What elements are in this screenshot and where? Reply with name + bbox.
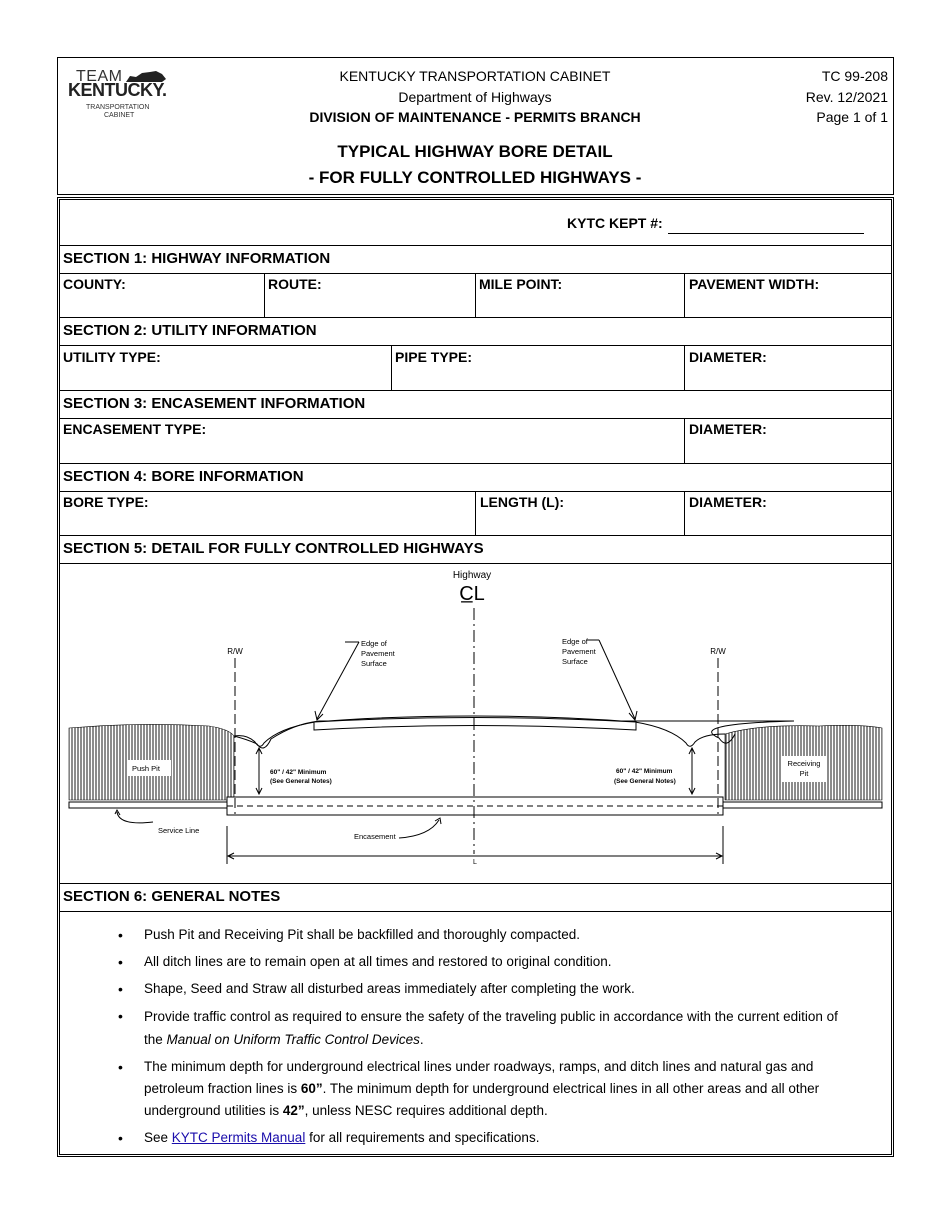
rule (59, 390, 892, 391)
encasement-diameter-field[interactable]: DIAMETER: (689, 421, 767, 437)
form-title-1: TYPICAL HIGHWAY BORE DETAIL (337, 142, 613, 161)
rule (391, 345, 392, 390)
rule (684, 418, 685, 463)
push-pit-label: Push Pit (132, 764, 160, 773)
rule (59, 535, 892, 536)
section-1-title: SECTION 1: HIGHWAY INFORMATION (63, 250, 331, 267)
edge-of-pavement-left-2: Pavement (361, 649, 395, 658)
mile-point-field[interactable]: MILE POINT: (479, 276, 563, 292)
rule (59, 317, 892, 318)
length-label: L (473, 859, 477, 866)
service-line-label: Service Line (158, 826, 200, 835)
pavement-slab (314, 718, 636, 731)
encasement-label: Encasement (354, 832, 396, 841)
kytc-kept-label: KYTC KEPT #: (567, 215, 663, 231)
rule (59, 883, 892, 884)
pavement-width-field[interactable]: PAVEMENT WIDTH: (689, 276, 820, 292)
bore-type-field[interactable]: BORE TYPE: (63, 494, 149, 510)
section-6-title: SECTION 6: GENERAL NOTES (63, 888, 281, 905)
edge-of-pavement-left-1: Edge of (361, 639, 387, 648)
receiving-pit-label-2: Pit (799, 769, 809, 778)
list-item: • Push Pit and Receiving Pit shall be backfilled and thoroughly compacted. (118, 924, 858, 946)
bore-diameter-field[interactable]: DIAMETER: (689, 494, 767, 510)
section-5-title: SECTION 5: DETAIL FOR FULLY CONTROLLED HIGHWAYS (63, 540, 484, 557)
min-depth-right-1: 60" / 42" Minimum (616, 768, 673, 775)
edge-of-pavement-right-2: Pavement (562, 647, 596, 656)
mutcd-title: Manual on Uniform Traffic Control Devices (166, 1032, 420, 1047)
kytc-kept-field[interactable] (668, 233, 864, 234)
general-notes-list (118, 924, 858, 1154)
rule (475, 491, 476, 535)
min-depth-left-2: (See General Notes) (270, 778, 332, 785)
section-4-title: SECTION 4: BORE INFORMATION (63, 468, 304, 485)
list-item: • Provide traffic control as required to ensure the safety of the traveling public in accordance with the current edition of the Manual on Uniform Traffic Control Devices. (118, 1005, 858, 1051)
bore-detail-diagram (59, 564, 892, 882)
agency-name: KENTUCKY TRANSPORTATION CABINET (339, 68, 611, 84)
encasement-type-field[interactable]: ENCASEMENT TYPE: (63, 421, 207, 437)
rule (59, 911, 892, 912)
route-field[interactable]: ROUTE: (268, 276, 322, 292)
min-depth-right-2: (See General Notes) (614, 778, 676, 785)
receiving-pit-label-1: Receiving (787, 759, 821, 768)
rw-right-label: R/W (710, 647, 726, 656)
utility-diameter-field[interactable]: DIAMETER: (689, 349, 767, 365)
revision-date: Rev. 12/2021 (805, 89, 888, 105)
min-depth-left-1: 60" / 42" Minimum (270, 769, 327, 776)
form-number: TC 99-208 (821, 68, 888, 84)
utility-type-field[interactable]: UTILITY TYPE: (63, 349, 161, 365)
rule (684, 491, 685, 535)
kytc-permits-manual-link[interactable]: KYTC Permits Manual (171, 1130, 306, 1145)
highway-label: Highway (452, 570, 492, 581)
rule (264, 273, 265, 317)
centerline-symbol: C̲L (459, 583, 485, 605)
section-2-title: SECTION 2: UTILITY INFORMATION (63, 322, 317, 339)
rule (684, 345, 685, 390)
rule (59, 245, 892, 246)
list-item: • Shape, Seed and Straw all disturbed areas immediately after completing the work. (118, 978, 858, 1000)
form-title-2: - FOR FULLY CONTROLLED HIGHWAYS - (308, 168, 642, 187)
rule (475, 273, 476, 317)
list-item: • See KYTC Permits Manual for all requirements and specifications. (118, 1127, 858, 1149)
rule (59, 463, 892, 464)
department-name: Department of Highways (398, 89, 552, 105)
pipe-type-field[interactable]: PIPE TYPE: (395, 349, 473, 365)
county-field[interactable]: COUNTY: (63, 276, 126, 292)
rule (59, 345, 892, 346)
rule (59, 418, 892, 419)
edge-of-pavement-right-3: Surface (562, 657, 588, 666)
list-item: • All ditch lines are to remain open at all times and restored to original condition. (118, 951, 858, 973)
section-3-title: SECTION 3: ENCASEMENT INFORMATION (63, 395, 366, 412)
list-item: • The minimum depth for underground electrical lines under roadways, ramps, and ditch lines and natural gas and petroleum fraction lines is 60”. The minimum depth for underground electrical lines in all other areas and all other underground utilities is 42”, unless NESC requires additional depth. (118, 1056, 858, 1122)
page-number: Page 1 of 1 (816, 109, 888, 125)
team-kentucky-logo: TEAM KENTUCKY. TRANSPORTATION CABINET (68, 68, 167, 119)
edge-of-pavement-left-3: Surface (361, 659, 387, 668)
edge-of-pavement-right-1: Edge of (562, 637, 588, 646)
rw-left-label: R/W (227, 647, 243, 656)
division-name: DIVISION OF MAINTENANCE - PERMITS BRANCH (309, 109, 641, 125)
bore-length-field[interactable]: LENGTH (L): (480, 494, 564, 510)
rule (684, 273, 685, 317)
